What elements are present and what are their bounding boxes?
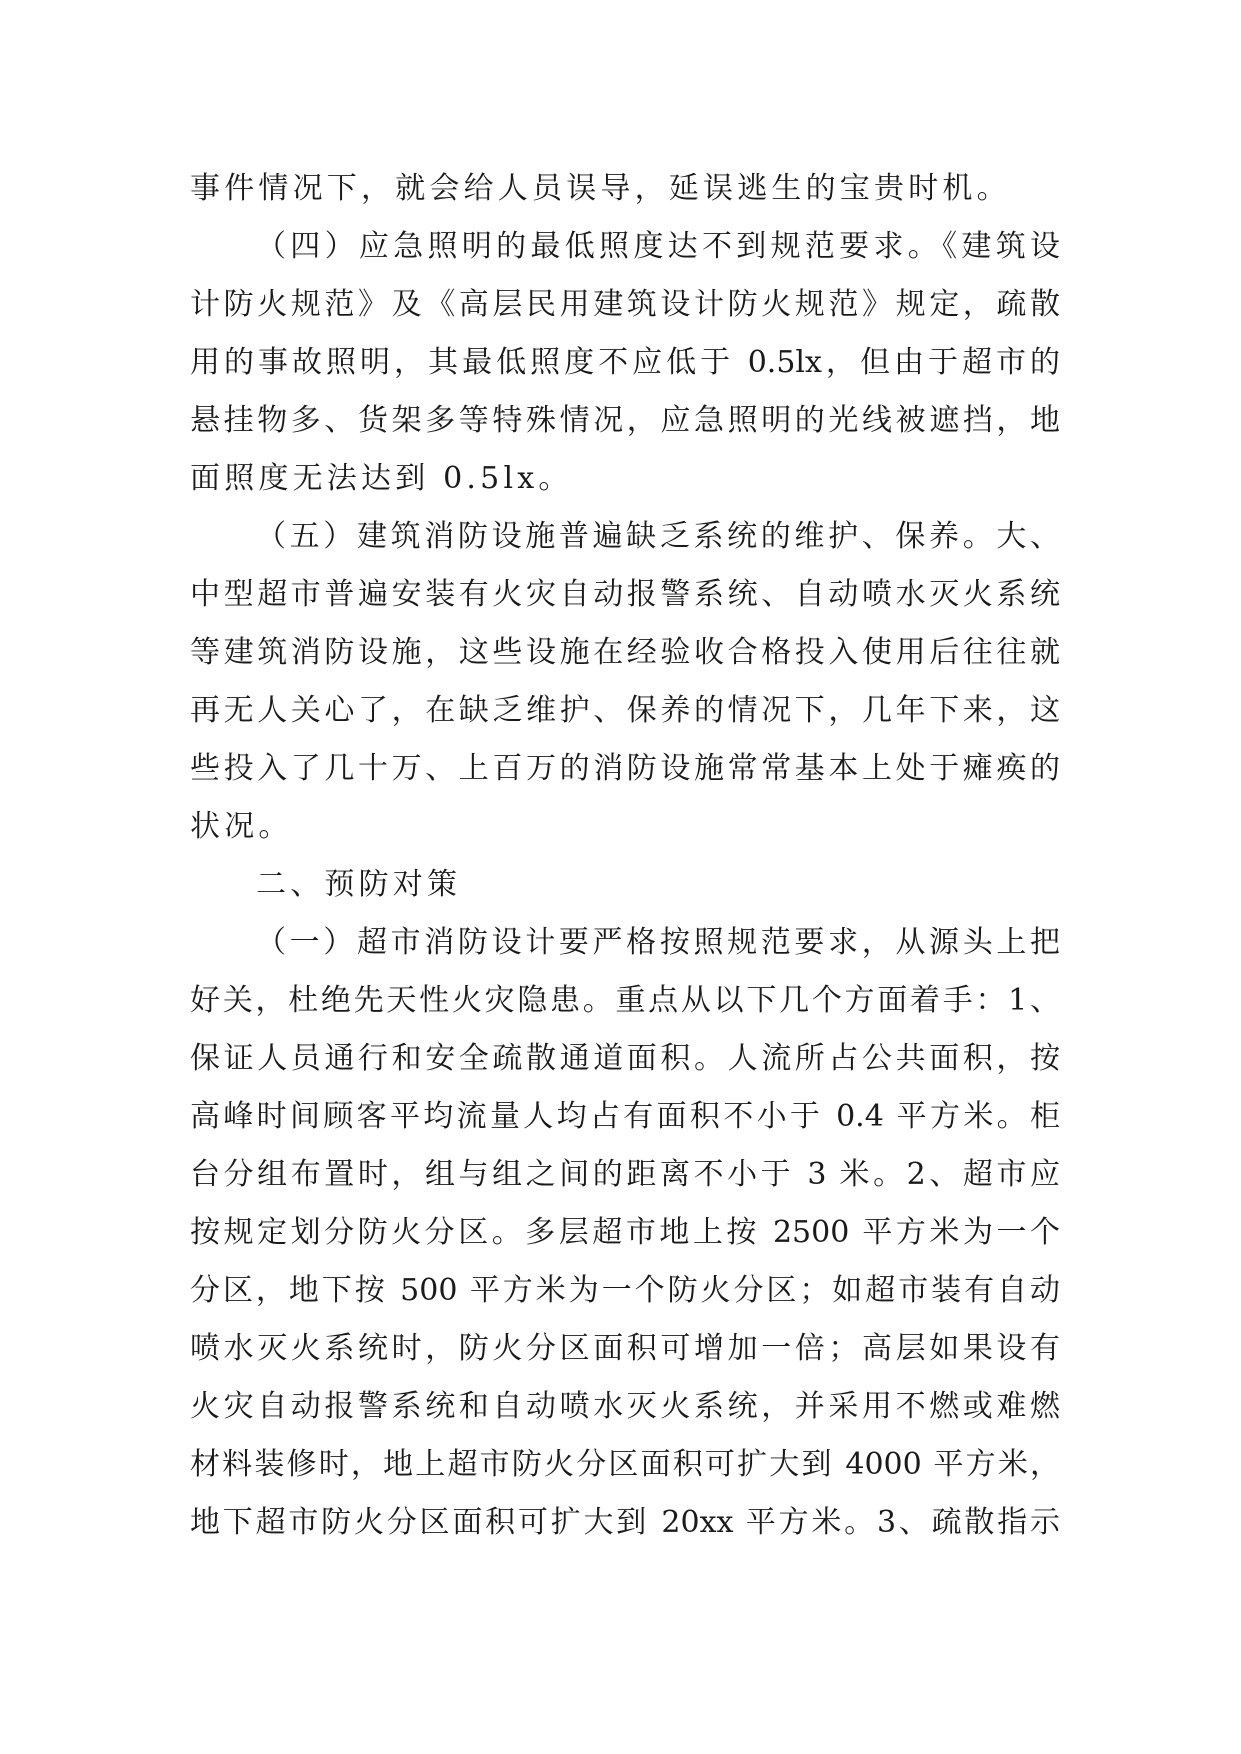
text-line: 面照度无法达到 0.5lx。 [190, 461, 573, 496]
paragraph-heading-5: （五）建筑消防设施普遍缺乏系统的维护、保养。大、 [256, 519, 1060, 554]
text-line: 喷水灭火系统时，防火分区面积可增加一倍；高层如果设有 [190, 1331, 1060, 1366]
text-line: 等建筑消防设施，这些设施在经验收合格投入使用后往往就 [190, 635, 1060, 670]
text-line: 材料装修时，地上超市防火分区面积可扩大到 4000 平方米， [190, 1447, 1060, 1482]
text-line: 好关，杜绝先天性火灾隐患。重点从以下几个方面着手：1、 [190, 983, 1060, 1018]
text-line: 火灾自动报警系统和自动喷水灭火系统，并采用不燃或难燃 [190, 1389, 1060, 1424]
text-line: 地下超市防火分区面积可扩大到 20xx 平方米。3、疏散指示 [190, 1505, 1060, 1540]
text-line: 台分组布置时，组与组之间的距离不小于 3 米。2、超市应 [190, 1157, 1060, 1192]
text-line: 按规定划分防火分区。多层超市地上按 2500 平方米为一个 [190, 1215, 1060, 1250]
text-line: 再无人关心了，在缺乏维护、保养的情况下，几年下来，这 [190, 693, 1060, 728]
text-line: 些投入了几十万、上百万的消防设施常常基本上处于瘫痪的 [190, 751, 1060, 786]
text-line: 事件情况下，就会给人员误导，延误逃生的宝贵时机。 [190, 171, 1011, 206]
section-heading: 二、预防对策 [256, 867, 462, 902]
text-line: 悬挂物多、货架多等特殊情况，应急照明的光线被遮挡，地 [190, 403, 1060, 438]
paragraph-heading-1: （一）超市消防设计要严格按照规范要求，从源头上把 [256, 925, 1060, 960]
text-line: 状况。 [190, 809, 293, 844]
text-line: 高峰时间顾客平均流量人均占有面积不小于 0.4 平方米。柜 [190, 1099, 1060, 1134]
paragraph-heading-4: （四）应急照明的最低照度达不到规范要求。《建筑设 [256, 229, 1060, 264]
text-line: 用的事故照明，其最低照度不应低于 0.5lx，但由于超市的 [190, 345, 1060, 380]
text-line: 保证人员通行和安全疏散通道面积。人流所占公共面积，按 [190, 1041, 1060, 1076]
body-text [190, 160, 1060, 1552]
text-line: 计防火规范》及《高层民用建筑设计防火规范》规定，疏散 [190, 287, 1060, 322]
text-line: 分区，地下按 500 平方米为一个防火分区；如超市装有自动 [190, 1273, 1060, 1308]
text-line: 中型超市普遍安装有火灾自动报警系统、自动喷水灭火系统 [190, 577, 1060, 612]
